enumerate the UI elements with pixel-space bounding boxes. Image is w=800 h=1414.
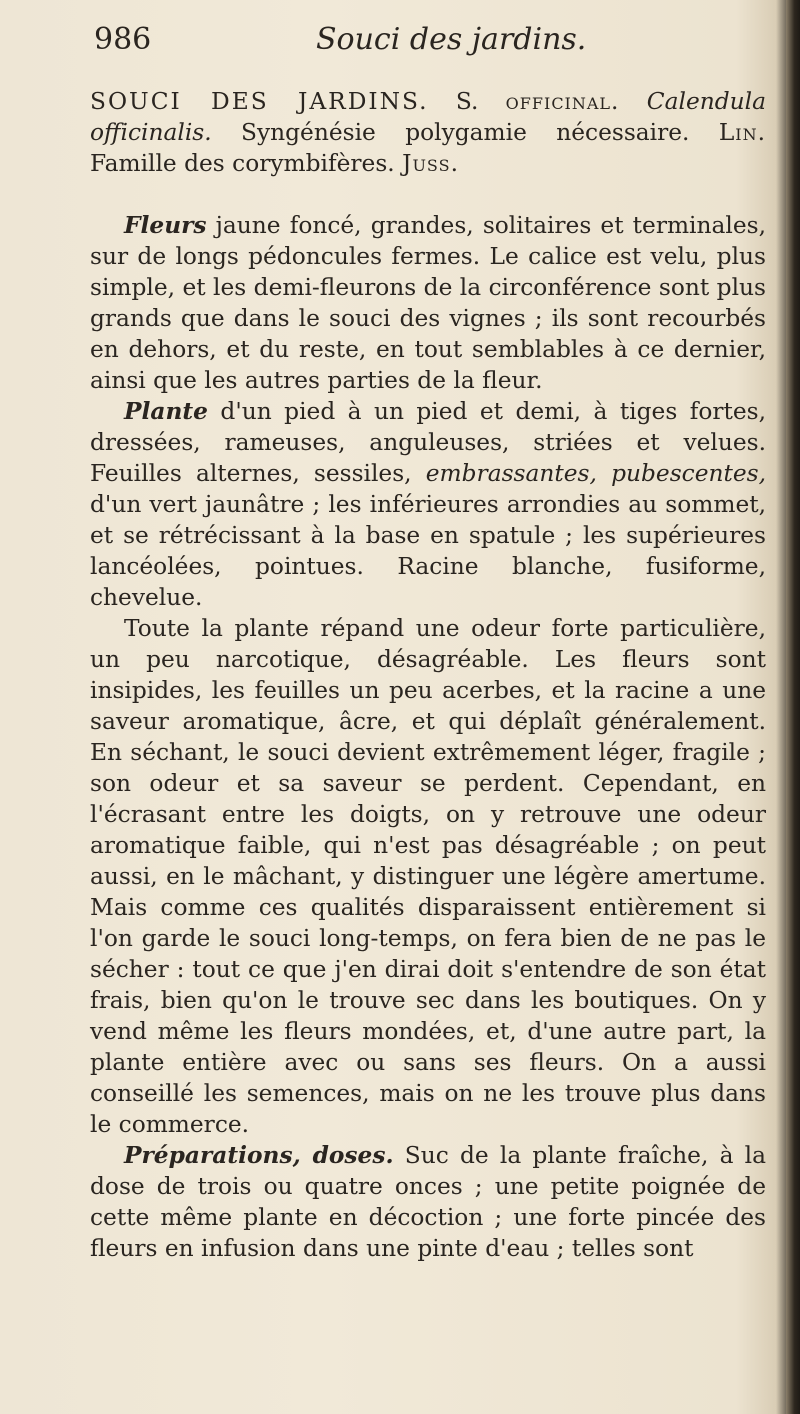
running-title: Souci des jardins. <box>316 22 587 57</box>
entry-lemma: SOUCI DES JARDINS. <box>90 88 429 115</box>
fleurs-heading: Fleurs <box>124 212 207 239</box>
paragraph-plante <box>90 396 766 613</box>
fleurs-text: jaune foncé, grandes, solitaires et terminales, sur de longs pédoncules fermes. Le calice est velu, plus simple, et les demi-fleurons de la circonférence sont plus grands que dans le souci des vignes ; ils sont recourbés en dehors, et du reste, en tout semblables à ce dernier, ainsi que les autres parties de la fleur. <box>90 212 766 394</box>
classification: Syngénésie polygamie nécessaire. <box>241 119 690 146</box>
latin-name: Calendula officinalis. <box>90 88 766 146</box>
entry-heading <box>90 86 766 179</box>
page-number: 986 <box>94 22 152 57</box>
paragraph-preparations <box>90 1140 766 1264</box>
author-linnaeus: Lin. <box>718 119 767 146</box>
paragraph-odeur: Toute la plante répand une odeur forte particulière, un peu narcotique, désagréable. Les fleurs sont insipides, les feuilles un peu acerbes, et la racine a une saveur aromatique, âcre, et qui déplaît généralement. En séchant, le souci devient extrêmement léger, fragile ; son odeur et sa saveur se perdent. Cependant, en l'écrasant entre les doigts, on y retrouve une odeur aromatique faible, qui n'est pas désagréable ; on peut aussi, en le mâchant, y distinguer une légère amertume. Mais comme ces qualités disparaissent entièrement si l'on garde le souci long-temps, on fera bien de ne pas le sécher : tout ce que j'en dirai doit s'entendre de son état frais, bien qu'on le trouve sec dans les boutiques. On y vend même les fleurs mondées, et, d'une autre part, la plante entière avec ou sans ses fleurs. On a aussi conseillé les semences, mais on ne les trouve plus dans le commerce. <box>90 615 766 1138</box>
author-jussieu: Juss. <box>402 150 459 177</box>
paragraph-fleurs <box>90 210 766 396</box>
running-header <box>94 22 754 66</box>
plante-heading: Plante <box>124 398 208 425</box>
plante-pubescentes: pubescentes, <box>611 460 767 487</box>
entry-officinal: officinal. <box>505 88 620 115</box>
plante-text-a: d'un pied à un pied et demi, à tiges fortes, dressées, rameuses, anguleuses, striées et velues. Feuilles alternes, sessiles, <box>90 398 766 487</box>
preparations-heading: Préparations, doses. <box>124 1142 394 1169</box>
plante-embrassantes: embrassantes, <box>425 460 597 487</box>
article-body <box>90 86 766 1264</box>
page-binding-edge <box>786 0 800 1414</box>
family: Famille des corymbifères. <box>90 150 395 177</box>
entry-abbr: S. <box>455 88 479 115</box>
plante-text-b: d'un vert jaunâtre ; les inférieures arrondies au sommet, et se rétrécissant à la base en spatule ; les supérieures lancéolées, pointues. Racine blanche, fusiforme, chevelue. <box>90 491 766 611</box>
preparations-text: Suc de la plante fraîche, à la dose de trois ou quatre onces ; une petite poignée de cette même plante en décoction ; une forte pincée des fleurs en infusion dans une pinte d'eau ; telles sont <box>90 1142 766 1262</box>
